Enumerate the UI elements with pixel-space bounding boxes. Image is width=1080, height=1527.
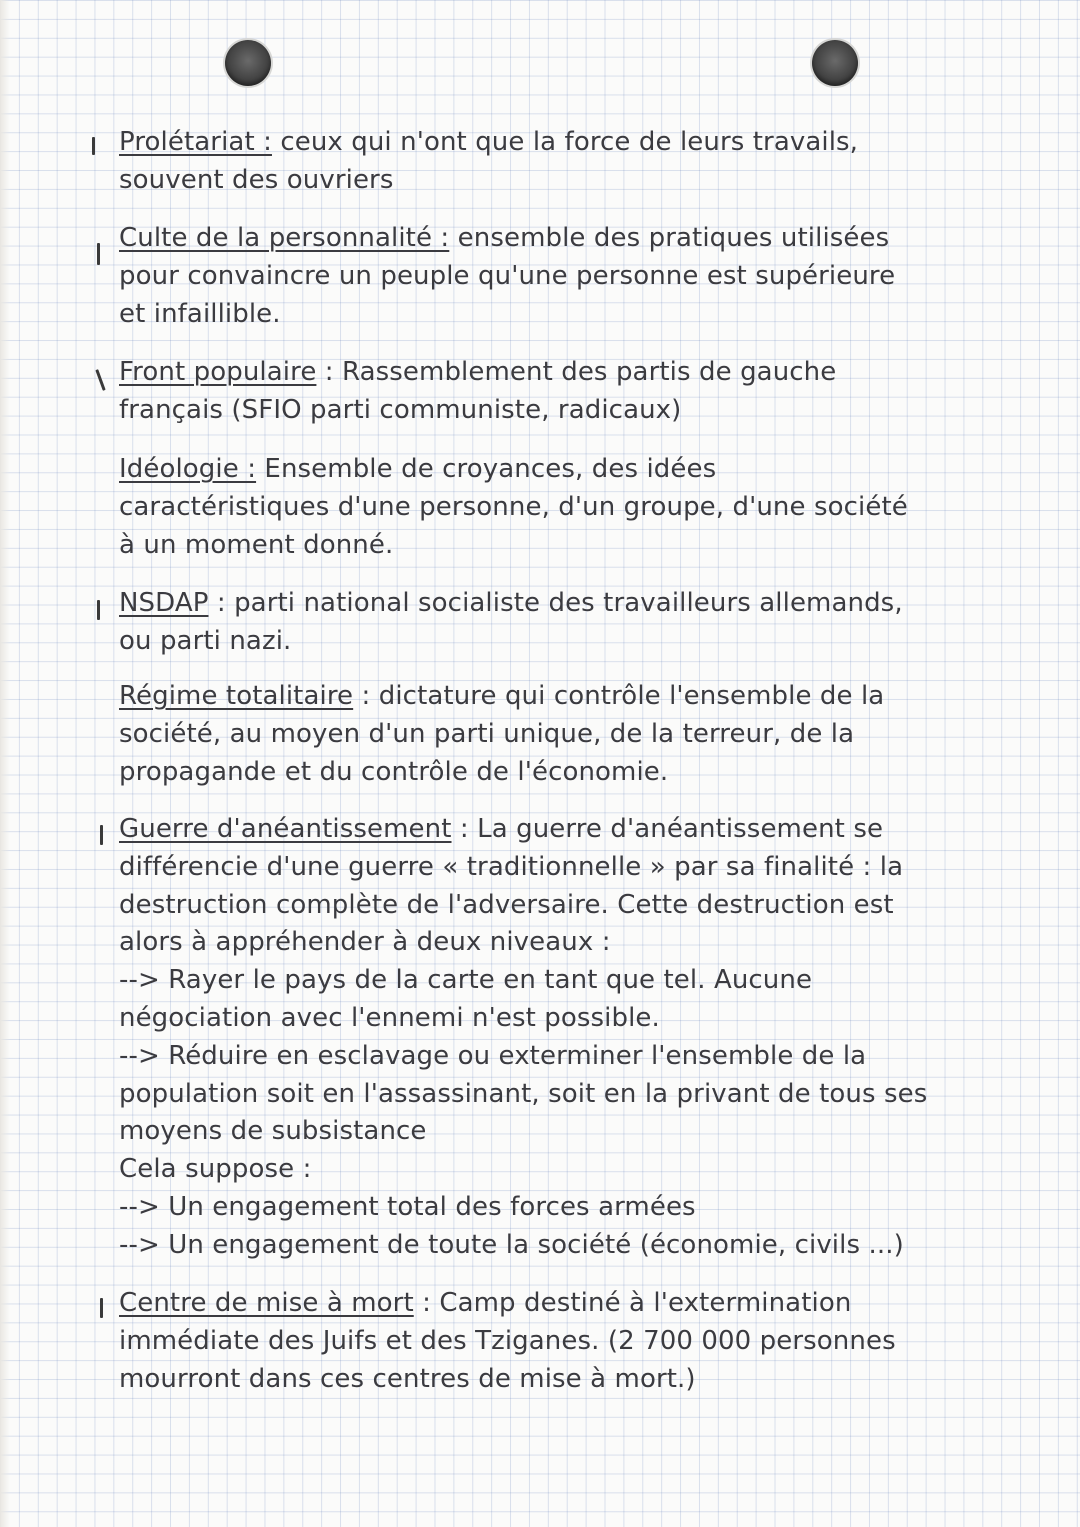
definition-nsdap: [119, 585, 959, 661]
definition-first-line: [119, 585, 959, 623]
definition-culte-personnalite: [119, 220, 959, 333]
definition-line: et infaillible.: [119, 298, 281, 329]
definition-regime-totalitaire: [119, 678, 959, 791]
definition-ideologie: [119, 451, 959, 564]
definition-line: --> Un engagement total des forces armées: [119, 1191, 696, 1222]
definition-text: : parti national socialiste des travailleurs allemands,: [208, 588, 903, 618]
punch-hole-right: [812, 40, 858, 86]
definition-term: Centre de mise à mort: [119, 1288, 414, 1318]
definition-line: population soit en l'assassinant, soit en la privant de tous ses: [119, 1078, 928, 1109]
definition-term: Guerre d'anéantissement: [119, 814, 452, 844]
definition-term: NSDAP: [119, 588, 209, 618]
definition-first-line: [119, 451, 959, 489]
definition-line: société, au moyen d'un parti unique, de la terreur, de la: [119, 718, 855, 749]
definition-line: français (SFIO parti communiste, radicaux): [119, 394, 682, 425]
margin-marker: [100, 1298, 103, 1318]
definition-line: propagande et du contrôle de l'économie.: [119, 756, 669, 787]
definition-text: : Rassemblement des partis de gauche: [316, 357, 837, 387]
definition-line: pour convaincre un peuple qu'une personne est supérieure: [119, 260, 896, 291]
margin-marker: [95, 369, 105, 391]
definition-line: mourront dans ces centres de mise à mort.): [119, 1363, 696, 1394]
definition-first-line: [119, 220, 959, 258]
definition-front-populaire: [119, 354, 959, 430]
definition-proletariat: [119, 124, 959, 200]
margin-marker: [97, 600, 100, 620]
definition-first-line: [119, 354, 959, 392]
definition-text: Ensemble de croyances, des idées: [256, 454, 717, 484]
definition-centre-mise-a-mort: [119, 1285, 959, 1398]
definition-line: souvent des ouvriers: [119, 164, 394, 195]
definition-term: Culte de la personnalité :: [119, 223, 450, 253]
definition-first-line: [119, 811, 959, 849]
definition-line: --> Un engagement de toute la société (économie, civils ...): [119, 1229, 904, 1260]
definition-line: --> Rayer le pays de la carte en tant que tel. Aucune: [119, 965, 813, 996]
definition-line: à un moment donné.: [119, 529, 394, 560]
definition-line: Cela suppose :: [119, 1154, 312, 1185]
definition-text: : Camp destiné à l'extermination: [413, 1288, 852, 1318]
margin-marker: [100, 825, 103, 845]
definition-line: ou parti nazi.: [119, 625, 292, 656]
definition-first-line: [119, 678, 959, 716]
definition-line: caractéristiques d'une personne, d'un groupe, d'une société: [119, 491, 908, 522]
definition-term: Front populaire: [119, 357, 317, 387]
definition-line: différencie d'une guerre « traditionnelle » par sa finalité : la: [119, 851, 904, 882]
definition-guerre-aneantissement: [119, 811, 959, 1265]
definition-line: négociation avec l'ennemi n'est possible.: [119, 1002, 660, 1033]
definition-line: destruction complète de l'adversaire. Cette destruction est: [119, 889, 894, 920]
definition-text: ceux qui n'ont que la force de leurs travails,: [271, 127, 859, 157]
definition-text: ensemble des pratiques utilisées: [449, 223, 890, 253]
definition-line: immédiate des Juifs et des Tziganes. (2 700 000 personnes: [119, 1325, 896, 1356]
definition-term: Idéologie :: [119, 454, 257, 484]
definition-text: : dictature qui contrôle l'ensemble de la: [353, 681, 885, 711]
margin-marker: [92, 137, 95, 155]
definition-line: alors à appréhender à deux niveaux :: [119, 927, 611, 958]
definition-first-line: [119, 124, 959, 162]
definition-line: --> Réduire en esclavage ou exterminer l'ensemble de la: [119, 1040, 867, 1071]
definition-term: Régime totalitaire: [119, 681, 354, 711]
punch-hole-left: [225, 40, 271, 86]
paper-edge: [0, 0, 10, 1527]
definition-line: moyens de subsistance: [119, 1116, 427, 1147]
definition-text: : La guerre d'anéantissement se: [451, 814, 884, 844]
margin-marker: [97, 243, 100, 265]
definition-first-line: [119, 1285, 959, 1323]
definition-term: Prolétariat :: [119, 127, 272, 157]
